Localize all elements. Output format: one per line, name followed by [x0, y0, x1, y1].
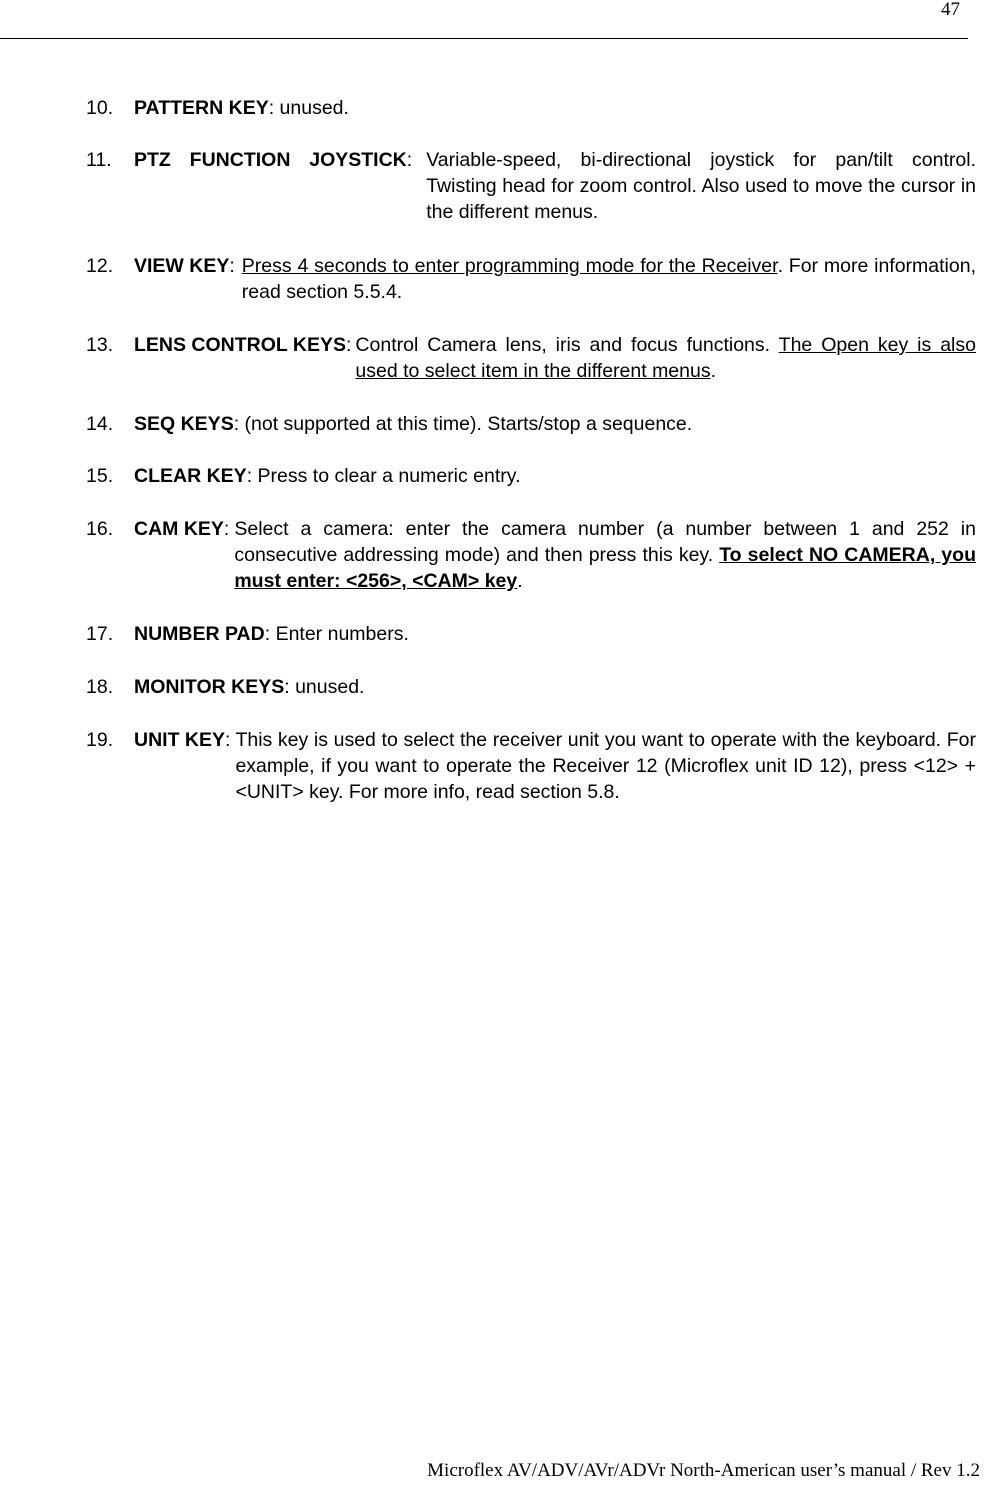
list-item [86, 253, 976, 305]
item-emphasis-text: To select NO CAMERA, you must enter: <256>, <CAM> key [234, 544, 976, 592]
item-text: Control Camera lens, iris and focus functions. [355, 334, 779, 356]
list-item [86, 95, 976, 121]
item-text: : Press to clear a numeric entry. [246, 465, 521, 487]
item-number: 14. [86, 413, 114, 435]
page-footer: Microflex AV/ADV/AVr/ADVr North-American user’s manual / Rev 1.2 [427, 1460, 980, 1481]
item-term: LENS CONTROL KEYS [134, 334, 346, 356]
item-term: PTZ FUNCTION JOYSTICK [134, 149, 407, 171]
item-number: 13. [86, 334, 114, 356]
page-number: 47 [941, 0, 960, 20]
header-rule [0, 38, 968, 39]
key-description-list [86, 95, 976, 803]
item-underlined-text: The Open key is also used to select item in the different menus [355, 334, 976, 382]
item-separator: : [223, 518, 230, 540]
item-text: . For more information, read section 5.5.4. [241, 255, 976, 303]
item-term: CLEAR KEY [134, 465, 247, 487]
item-text: : (not supported at this time). Starts/stop a sequence. [233, 413, 693, 435]
item-text: : unused. [268, 97, 349, 119]
item-term: CAM KEY [134, 518, 224, 540]
item-term: VIEW KEY [134, 255, 230, 277]
item-text: Variable-speed, bi-directional joystick for pan/tilt control. Twisting head for zoom control. Also used to move the cursor in the different menus. [426, 149, 976, 223]
item-separator: : [406, 149, 413, 171]
item-term: SEQ KEYS [134, 413, 234, 435]
item-number: 10. [86, 97, 114, 119]
item-separator: : [229, 255, 235, 277]
item-number: 19. [86, 729, 114, 751]
item-number: 17. [86, 623, 114, 645]
item-underlined-text: Press 4 seconds to enter programming mode for the Receiver [241, 255, 778, 277]
list-item [86, 516, 976, 594]
list-item [86, 411, 976, 437]
item-number: 11. [86, 149, 112, 171]
list-item [86, 147, 976, 225]
item-term: NUMBER PAD [134, 623, 265, 645]
item-separator: : [225, 729, 231, 751]
item-text: Select a camera: enter the camera number (a number between 1 and 252 in consecutive addressing mode) and then press this key. [234, 518, 976, 566]
item-number: 18. [86, 676, 114, 698]
item-term: PATTERN KEY [134, 97, 269, 119]
list-item [86, 621, 976, 647]
item-number: 16. [86, 518, 114, 540]
item-separator: : [346, 334, 352, 356]
item-term: MONITOR KEYS [134, 676, 285, 698]
item-tail: . [710, 360, 717, 382]
item-number: 12. [86, 255, 114, 277]
item-term: UNIT KEY [134, 729, 226, 751]
list-item [86, 674, 976, 700]
list-item [86, 727, 976, 805]
item-tail: . [517, 570, 523, 592]
list-item [86, 332, 976, 384]
item-number: 15. [86, 465, 114, 487]
item-text: : Enter numbers. [264, 623, 409, 645]
list-item [86, 463, 976, 489]
item-text: This key is used to select the receiver unit you want to operate with the keyboard. For example, if you want to operate the Receiver 12 (Microflex unit ID 12), press <12> + <UNIT> key. For more info, read section 5.8. [235, 729, 976, 803]
item-text: : unused. [284, 676, 365, 698]
